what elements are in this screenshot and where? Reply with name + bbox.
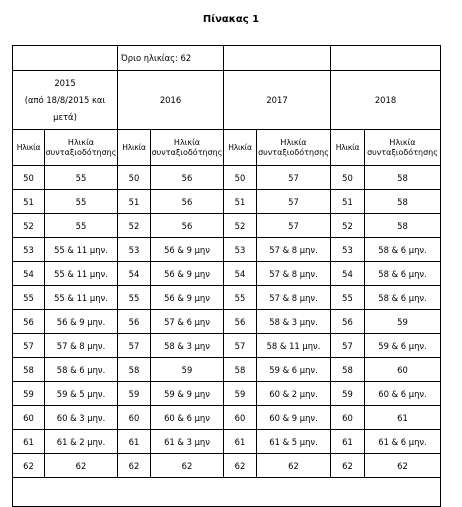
year-2017-cell: 2017 xyxy=(224,71,331,130)
table-row xyxy=(13,454,441,478)
age-cell: 58 xyxy=(13,358,45,382)
pension-age-cell-2016: 61 & 3 μην xyxy=(151,430,224,454)
age-cell: 55 xyxy=(224,286,257,310)
age-cell: 61 xyxy=(224,430,257,454)
age-limit-cell: Όριο ηλικίας: 62 xyxy=(118,46,224,71)
age-cell: 52 xyxy=(118,214,151,238)
age-cell: 50 xyxy=(118,166,151,190)
age-cell: 53 xyxy=(118,238,151,262)
pension-age-cell-2015: 55 & 11 μην. xyxy=(45,286,118,310)
age-cell: 58 xyxy=(331,358,365,382)
pension-age-cell-2015: 59 & 5 μην. xyxy=(45,382,118,406)
age-cell: 57 xyxy=(331,334,365,358)
pension-age-cell-2018: 58 & 6 μην. xyxy=(365,286,441,310)
pension-age-cell-2018: 59 & 6 μην. xyxy=(365,334,441,358)
age-cell: 57 xyxy=(13,334,45,358)
pension-age-cell-2015: 56 & 9 μην. xyxy=(45,310,118,334)
year-2015-cell xyxy=(13,71,118,130)
pension-age-cell-2017: 60 & 2 μην. xyxy=(257,382,331,406)
age-cell: 59 xyxy=(13,382,45,406)
table-row xyxy=(13,190,441,214)
age-header: Ηλικία xyxy=(331,130,365,166)
pension-age-cell-2016: 57 & 6 μην xyxy=(151,310,224,334)
age-cell: 52 xyxy=(331,214,365,238)
pension-age-cell-2016: 59 & 9 μην xyxy=(151,382,224,406)
year-2016-cell: 2016 xyxy=(118,71,224,130)
table-row xyxy=(13,286,441,310)
age-cell: 56 xyxy=(13,310,45,334)
table-row xyxy=(13,382,441,406)
pension-age-cell-2017: 57 xyxy=(257,166,331,190)
age-cell: 58 xyxy=(224,358,257,382)
age-header: Ηλικία xyxy=(13,130,45,166)
pension-age-cell-2018: 62 xyxy=(365,454,441,478)
pension-age-cell-2018: 60 & 6 μην. xyxy=(365,382,441,406)
pension-age-header: Ηλικία συνταξιοδότησης xyxy=(257,130,331,166)
pension-age-cell-2017: 59 & 6 μην. xyxy=(257,358,331,382)
age-cell: 56 xyxy=(224,310,257,334)
age-cell: 60 xyxy=(118,406,151,430)
year-2015-note: (από 18/8/2015 και μετά) xyxy=(24,94,106,122)
pension-age-cell-2018: 61 & 6 μην. xyxy=(365,430,441,454)
pension-age-cell-2015: 61 & 2 μην. xyxy=(45,430,118,454)
age-cell: 55 xyxy=(331,286,365,310)
empty-cell xyxy=(13,46,118,71)
age-cell: 62 xyxy=(224,454,257,478)
age-cell: 57 xyxy=(118,334,151,358)
age-cell: 55 xyxy=(118,286,151,310)
age-cell: 61 xyxy=(13,430,45,454)
pension-age-cell-2015: 60 & 3 μην. xyxy=(45,406,118,430)
age-cell: 62 xyxy=(13,454,45,478)
age-limit-row xyxy=(13,46,441,71)
pension-age-cell-2016: 56 & 9 μην xyxy=(151,262,224,286)
age-cell: 59 xyxy=(224,382,257,406)
pension-age-cell-2016: 59 xyxy=(151,358,224,382)
age-cell: 54 xyxy=(331,262,365,286)
table-row xyxy=(13,334,441,358)
pension-age-cell-2016: 56 xyxy=(151,166,224,190)
age-cell: 52 xyxy=(13,214,45,238)
pension-age-cell-2018: 61 xyxy=(365,406,441,430)
age-cell: 50 xyxy=(331,166,365,190)
pension-age-cell-2015: 55 & 11 μην. xyxy=(45,238,118,262)
pension-age-cell-2017: 58 & 3 μην. xyxy=(257,310,331,334)
table-row xyxy=(13,406,441,430)
table-row xyxy=(13,310,441,334)
pension-age-cell-2016: 60 & 6 μην xyxy=(151,406,224,430)
pension-age-cell-2015: 55 xyxy=(45,190,118,214)
pension-age-cell-2015: 62 xyxy=(45,454,118,478)
age-cell: 56 xyxy=(118,310,151,334)
pension-age-cell-2017: 60 & 9 μην. xyxy=(257,406,331,430)
pension-age-cell-2018: 59 xyxy=(365,310,441,334)
table-body xyxy=(13,166,441,478)
age-cell: 50 xyxy=(224,166,257,190)
pension-age-cell-2017: 57 & 8 μην. xyxy=(257,238,331,262)
footer-row xyxy=(13,478,441,507)
age-header: Ηλικία xyxy=(224,130,257,166)
pension-age-cell-2017: 62 xyxy=(257,454,331,478)
age-header: Ηλικία xyxy=(118,130,151,166)
age-cell: 53 xyxy=(331,238,365,262)
pension-age-cell-2016: 56 xyxy=(151,214,224,238)
column-header-row xyxy=(13,130,441,166)
pension-age-cell-2016: 58 & 3 μην xyxy=(151,334,224,358)
table-row xyxy=(13,166,441,190)
table-row xyxy=(13,358,441,382)
pension-age-cell-2015: 57 & 8 μην. xyxy=(45,334,118,358)
pension-age-cell-2015: 55 xyxy=(45,166,118,190)
pension-age-header: Ηλικία συνταξιοδότησης xyxy=(365,130,441,166)
pension-age-cell-2016: 56 & 9 μην xyxy=(151,238,224,262)
age-cell: 51 xyxy=(118,190,151,214)
age-cell: 60 xyxy=(224,406,257,430)
pension-age-header: Ηλικία συνταξιοδότησης xyxy=(45,130,118,166)
age-cell: 58 xyxy=(118,358,151,382)
table-row xyxy=(13,214,441,238)
age-cell: 60 xyxy=(13,406,45,430)
pension-age-header: Ηλικία συνταξιοδότησης xyxy=(151,130,224,166)
age-cell: 56 xyxy=(331,310,365,334)
age-cell: 60 xyxy=(331,406,365,430)
age-cell: 55 xyxy=(13,286,45,310)
age-cell: 61 xyxy=(331,430,365,454)
pension-age-cell-2015: 58 & 6 μην. xyxy=(45,358,118,382)
pension-age-cell-2016: 56 xyxy=(151,190,224,214)
empty-footer-cell xyxy=(13,478,441,507)
pension-age-cell-2018: 58 & 6 μην. xyxy=(365,262,441,286)
age-cell: 51 xyxy=(13,190,45,214)
pension-age-cell-2017: 57 & 8 μην. xyxy=(257,262,331,286)
table-row xyxy=(13,238,441,262)
age-cell: 61 xyxy=(118,430,151,454)
pension-age-cell-2018: 58 xyxy=(365,166,441,190)
pension-age-cell-2017: 61 & 5 μην. xyxy=(257,430,331,454)
age-cell: 51 xyxy=(224,190,257,214)
empty-cell xyxy=(224,46,331,71)
pension-age-cell-2017: 57 & 8 μην. xyxy=(257,286,331,310)
pension-age-cell-2016: 56 & 9 μην xyxy=(151,286,224,310)
age-cell: 62 xyxy=(118,454,151,478)
age-cell: 54 xyxy=(224,262,257,286)
pension-age-cell-2015: 55 & 11 μην. xyxy=(45,262,118,286)
year-header-row xyxy=(13,71,441,130)
retirement-age-table xyxy=(12,45,441,507)
pension-age-cell-2017: 57 xyxy=(257,214,331,238)
age-cell: 53 xyxy=(224,238,257,262)
age-cell: 54 xyxy=(118,262,151,286)
pension-age-cell-2018: 60 xyxy=(365,358,441,382)
pension-age-cell-2016: 62 xyxy=(151,454,224,478)
age-cell: 62 xyxy=(331,454,365,478)
age-cell: 53 xyxy=(13,238,45,262)
pension-age-cell-2018: 58 & 6 μην. xyxy=(365,238,441,262)
year-2018-cell: 2018 xyxy=(331,71,441,130)
table-row xyxy=(13,262,441,286)
page-title: Πίνακας 1 xyxy=(202,14,260,25)
pension-age-cell-2017: 58 & 11 μην. xyxy=(257,334,331,358)
pension-age-cell-2017: 57 xyxy=(257,190,331,214)
pension-age-cell-2018: 58 xyxy=(365,190,441,214)
age-cell: 54 xyxy=(13,262,45,286)
age-cell: 51 xyxy=(331,190,365,214)
age-cell: 59 xyxy=(331,382,365,406)
age-cell: 52 xyxy=(224,214,257,238)
table-row xyxy=(13,430,441,454)
age-cell: 57 xyxy=(224,334,257,358)
age-cell: 59 xyxy=(118,382,151,406)
pension-age-cell-2015: 55 xyxy=(45,214,118,238)
pension-age-cell-2018: 58 xyxy=(365,214,441,238)
year-2015-label: 2015 xyxy=(54,77,76,88)
age-cell: 50 xyxy=(13,166,45,190)
empty-cell xyxy=(331,46,441,71)
